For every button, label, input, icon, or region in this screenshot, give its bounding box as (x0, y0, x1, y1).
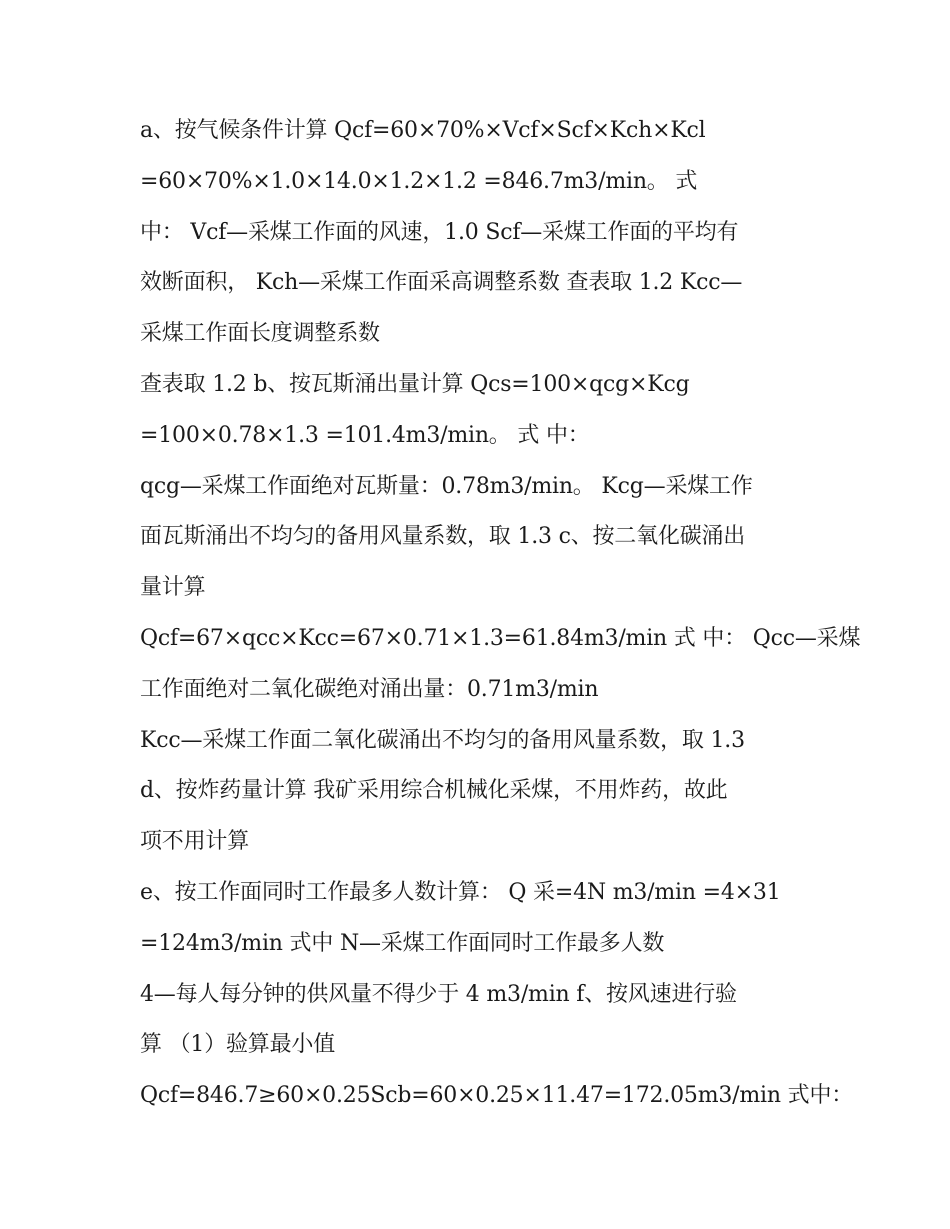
text-line: 工作面绝对二氧化碳绝对涌出量：0.71m3/min (140, 676, 599, 702)
text-line: qcg—采煤工作面绝对瓦斯量：0.78m3/min。 Kcg—采煤工作 (140, 473, 753, 499)
text-line: Qcf=67×qcc×Kcc=67×0.71×1.3=61.84m3/min 式 中： Qcc—采煤 (140, 625, 861, 651)
text-line: 中： Vcf—采煤工作面的风速，1.0 Scf—采煤工作面的平均有 (140, 219, 739, 245)
text-line: Qcf=846.7≥60×0.25Scb=60×0.25×11.47=172.05m3/min 式中： (140, 1083, 854, 1109)
text-line: 查表取 1.2 b、按瓦斯涌出量计算 Qcs=100×qcg×Kcg (140, 371, 690, 397)
text-line: =60×70%×1.0×14.0×1.2×1.2 =846.7m3/min。 式 (140, 168, 698, 194)
text-line: 采煤工作面长度调整系数 (140, 321, 380, 347)
text-line: 项不用计算 (140, 829, 250, 855)
text-line: =100×0.78×1.3 =101.4m3/min。 式 中： (140, 422, 590, 448)
text-line: 面瓦斯涌出不均匀的备用风量系数，取 1.3 c、按二氧化碳涌出 (140, 524, 746, 550)
text-line: 效断面积， Kch—采煤工作面采高调整系数 查表取 1.2 Kcc— (140, 270, 743, 296)
text-line: d、按炸药量计算 我矿采用综合机械化采煤，不用炸药，故此 (140, 778, 728, 804)
text-line: e、按工作面同时工作最多人数计算： Q 采=4N m3/min =4×31 (140, 879, 781, 905)
text-line: Kcc—采煤工作面二氧化碳涌出不均匀的备用风量系数，取 1.3 (140, 727, 745, 753)
text-line: =124m3/min 式中 N—采煤工作面同时工作最多人数 (140, 930, 665, 956)
text-line: 算 （1）验算最小值 (140, 1032, 335, 1058)
document-body (140, 106, 861, 1122)
text-line: 4—每人每分钟的供风量不得少于 4 m3/min f、按风速进行验 (140, 981, 737, 1007)
text-line: 量计算 (140, 575, 206, 601)
text-line: a、按气候条件计算 Qcf=60×70%×Vcf×Scf×Kch×Kcl (140, 118, 706, 143)
